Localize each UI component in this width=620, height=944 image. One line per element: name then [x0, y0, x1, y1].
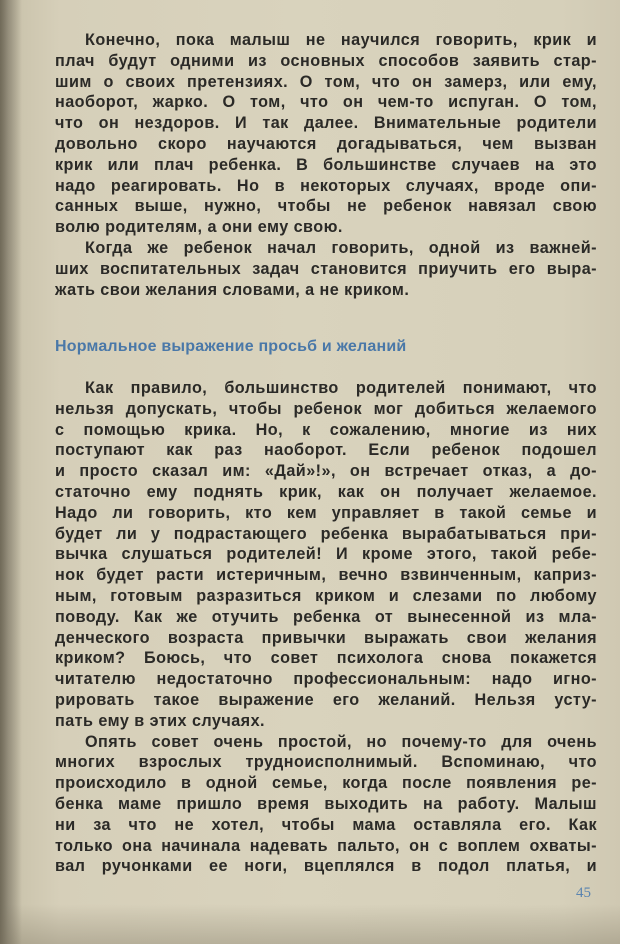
- paragraph-4-line: происходило в одной семье, когда после появления ре-: [55, 774, 597, 793]
- paragraph-1-line: санных выше, нужно, чтобы не ребенок навязал свою: [55, 197, 597, 216]
- text-block-bottom: [55, 378, 597, 877]
- paragraph-3-line: пать ему в этих случаях.: [55, 711, 265, 730]
- paragraph-3-line: рировать такое выражение его желаний. Нельзя усту-: [55, 690, 597, 709]
- paragraph-3-line: статочно ему поднять крик, как он получает желаемое.: [55, 482, 597, 501]
- paragraph-1-line: наоборот, жарко. О том, что он чем-то испуган. О том,: [55, 93, 597, 112]
- paragraph-3-line: читателю недостаточно профессиональным: надо игно-: [55, 670, 597, 689]
- paragraph-4-line: только она начинала надевать пальто, он с воплем охваты-: [55, 836, 597, 855]
- paragraph-1-line: шим о своих претензиях. О том, что он замерз, или ему,: [55, 72, 597, 91]
- paragraph-3-line: и просто сказал им: «Дай»!», он встречает отказ, а до-: [55, 462, 597, 481]
- text-block-top: [55, 30, 597, 300]
- paragraph-1-line: что он нездоров. И так далее. Внимательные родители: [55, 114, 597, 133]
- paragraph-4-line: вал ручонками ее ноги, вцеплялся в подол платья, и: [55, 857, 597, 876]
- paragraph-1-line: Конечно, пока малыш не научился говорить, крик и: [85, 31, 597, 49]
- paragraph-2-line: ших воспитательных задач становится приучить его выра-: [55, 259, 597, 278]
- paragraph-3-line: Как правило, большинство родителей понимают, что: [85, 379, 597, 397]
- paragraph-1-line: надо реагировать. Но в некоторых случаях, вроде опи-: [55, 176, 597, 195]
- paragraph-4-line: ни за что не хотел, чтобы мама оставляла его. Как: [55, 815, 597, 834]
- paragraph-4-line: многих взрослых трудноисполнимый. Вспоминаю, что: [55, 753, 597, 772]
- paragraph-3-line: ным, готовым разразиться криком и слезами по любому: [55, 586, 597, 605]
- paragraph-1-line: волю родителям, а они ему свою.: [55, 218, 343, 237]
- paragraph-2-line: Когда же ребенок начал говорить, одной из важней-: [85, 238, 597, 257]
- page-number: 45: [576, 885, 591, 901]
- paragraph-3-line: с помощью крика. Но, к сожалению, многие из них: [55, 420, 597, 439]
- paragraph-1-line: довольно скоро научаются догадываться, чем вызван: [55, 134, 597, 153]
- paragraph-3-line: денческого возраста привычки выражать свои желания: [55, 628, 597, 647]
- paragraph-3-line: нельзя допускать, чтобы ребенок мог добиться желаемого: [55, 399, 597, 418]
- paragraph-3-line: поступают как раз наоборот. Если ребенок подошел: [55, 441, 597, 460]
- page-bottom-shade: [0, 904, 620, 944]
- paragraph-3-line: поводу. Как же отучить ребенка от вынесенной из мла-: [55, 607, 597, 626]
- paragraph-3-line: криком? Боюсь, что совет психолога снова покажется: [55, 649, 597, 668]
- section-heading: Нормальное выражение просьб и желаний: [55, 338, 407, 355]
- paragraph-3-line: будет ли у подрастающего ребенка вырабатываться при-: [55, 524, 597, 543]
- paragraph-3-line: Надо ли говорить, кто кем управляет в такой семье и: [55, 503, 597, 522]
- paragraph-2-line: жать свои желания словами, а не криком.: [55, 280, 410, 299]
- paragraph-4-line: бенка маме пришло время выходить на работу. Малыш: [55, 794, 597, 813]
- paragraph-3-line: вычка слушаться родителей! И кроме этого, такой ребе-: [55, 545, 597, 564]
- paragraph-1-line: плач будут одними из основных способов заявить стар-: [55, 51, 597, 70]
- paragraph-1-line: крик или плач ребенка. В большинстве случаев на это: [55, 155, 597, 174]
- paragraph-4-line: Опять совет очень простой, но почему-то для очень: [85, 732, 597, 751]
- paragraph-3-line: нок будет расти истеричным, вечно взвинченным, каприз-: [55, 566, 597, 585]
- binding-gutter-shadow: [0, 0, 22, 944]
